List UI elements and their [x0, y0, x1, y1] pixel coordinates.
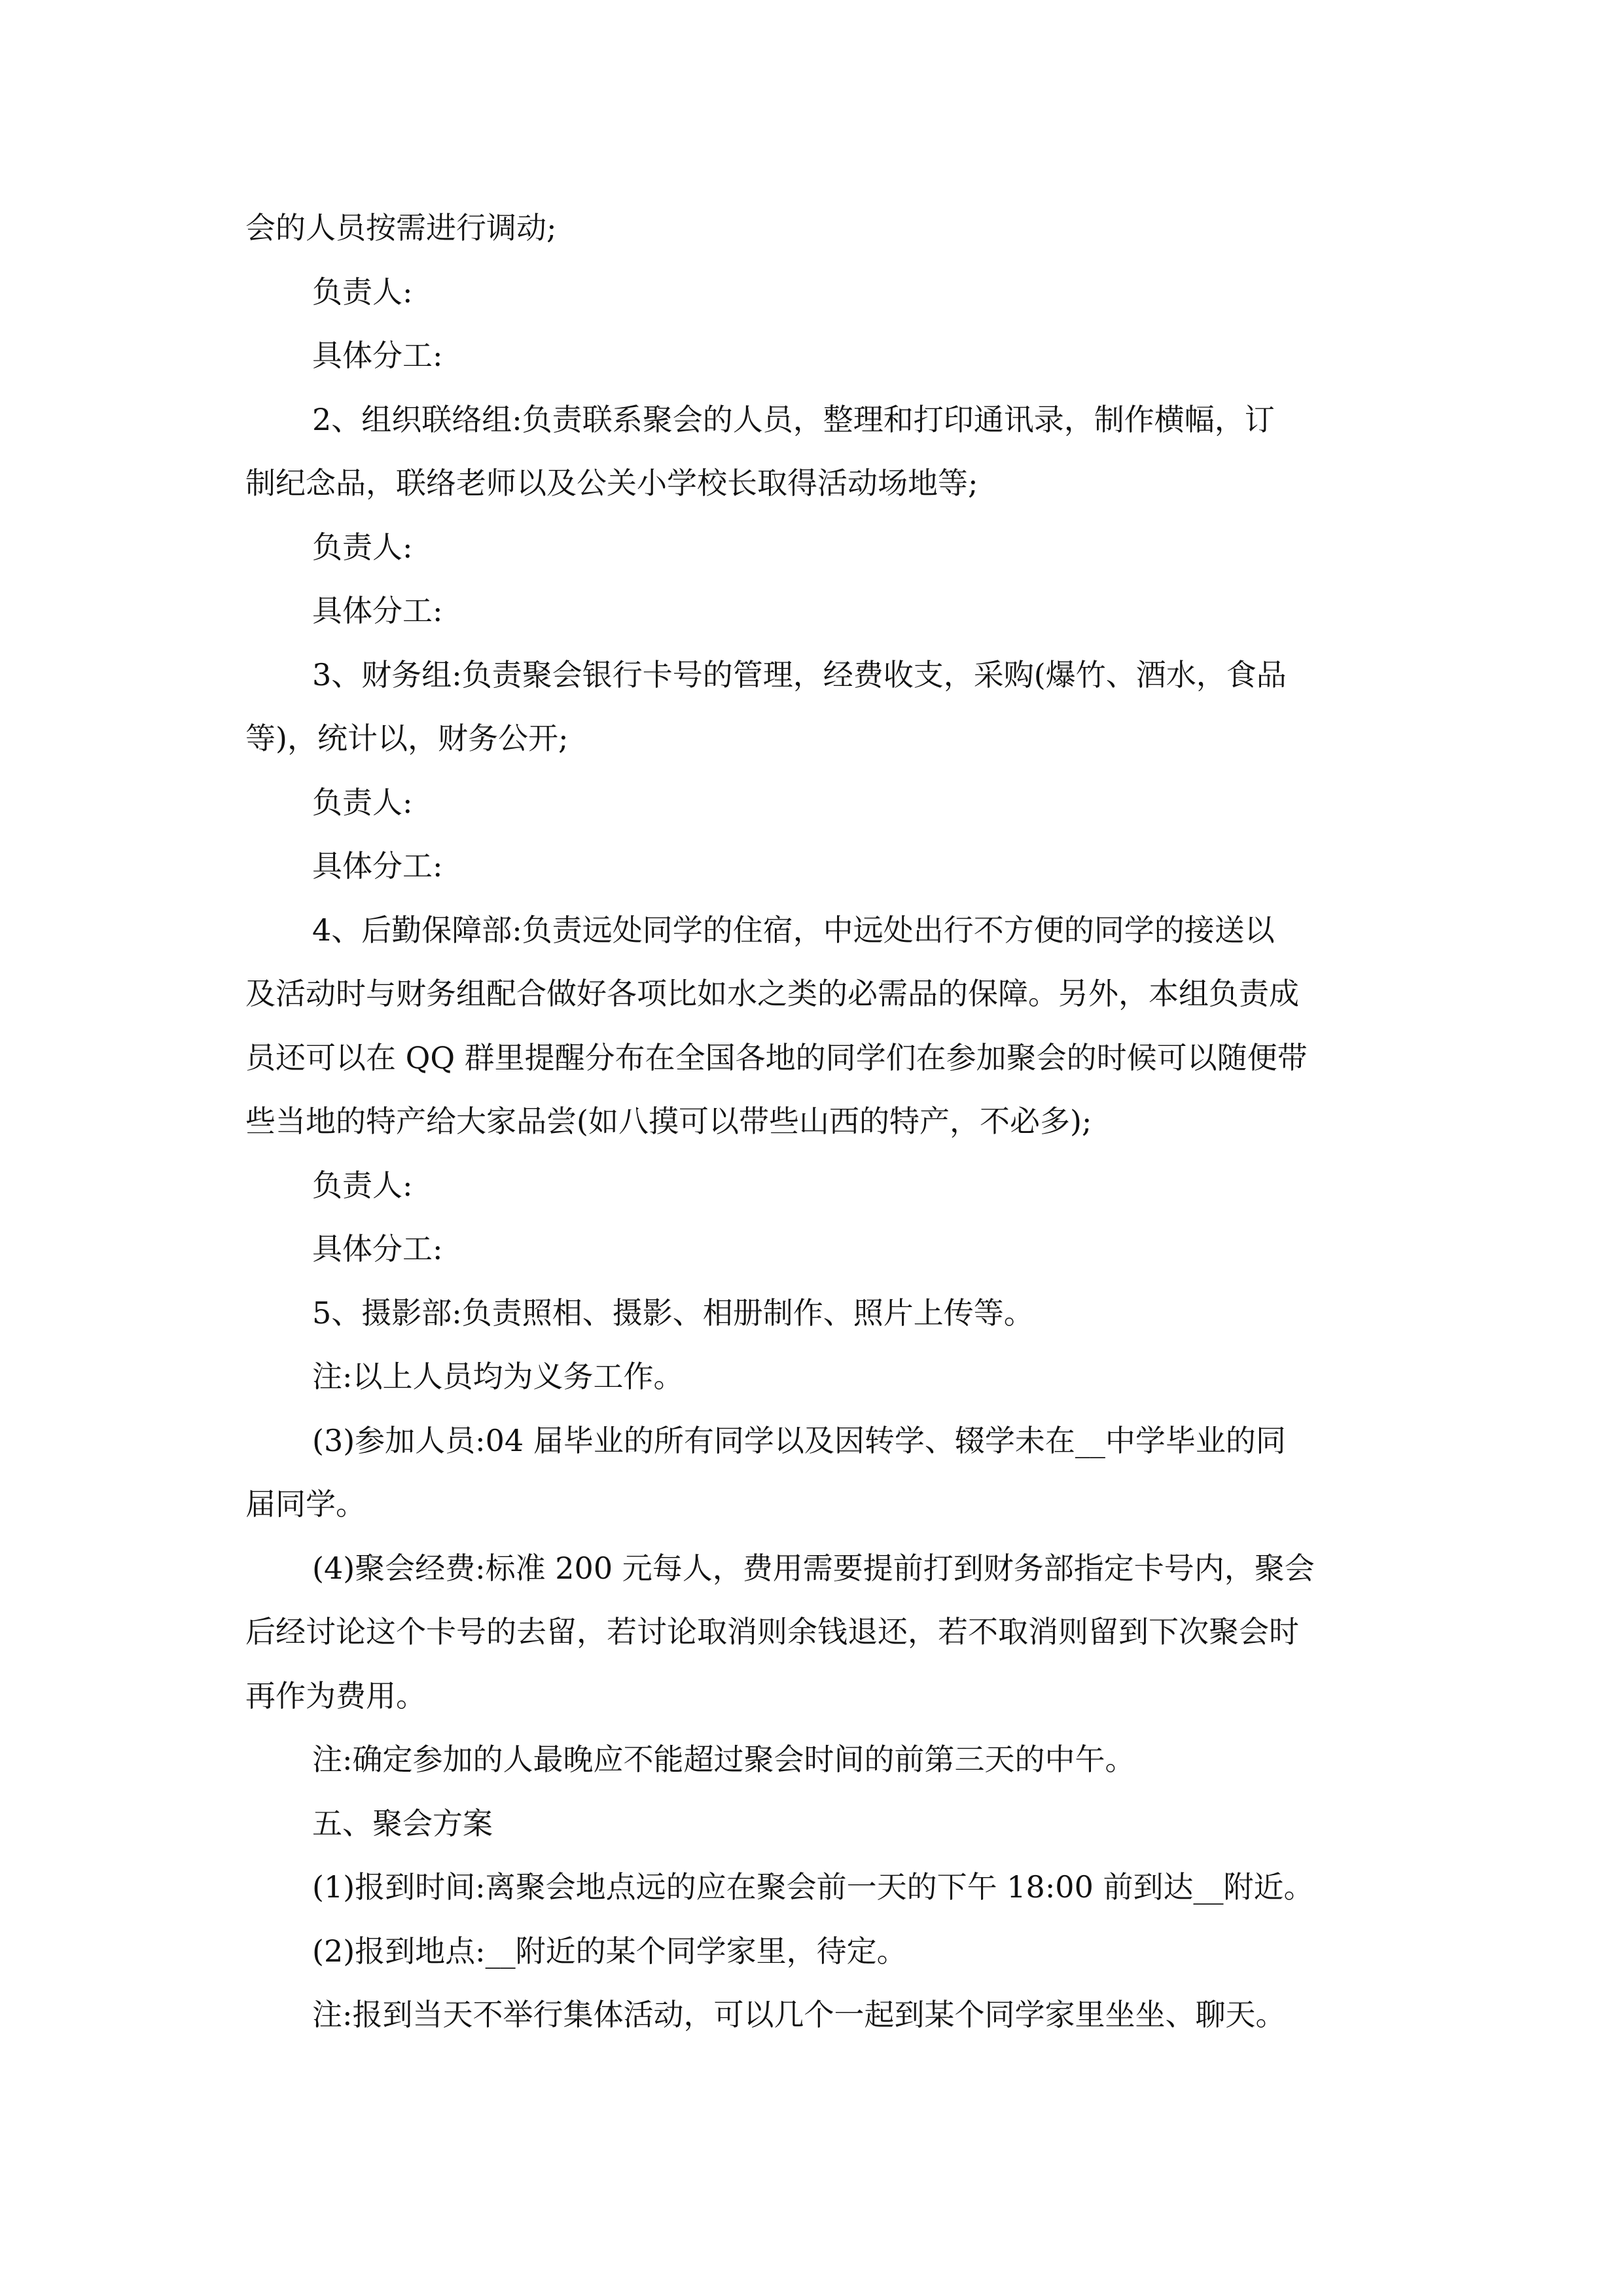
text-line: 负责人: [312, 274, 413, 310]
text-line: 及活动时与财务组配合做好各项比如水之类的必需品的保障。另外，本组负责成 [245, 976, 1299, 1011]
text-line: (4)聚会经费:标准 200 元每人，费用需要提前打到财务部指定卡号内，聚会 [312, 1550, 1315, 1586]
text-line: 具体分工: [312, 338, 443, 373]
text-line: 5、摄影部:负责照相、摄影、相册制作、照片上传等。 [312, 1295, 1034, 1331]
text-line: 再作为费用。 [245, 1677, 426, 1713]
text-line: 会的人员按需进行调动; [245, 210, 557, 245]
text-line: 后经讨论这个卡号的去留，若讨论取消则余钱退还，若不取消则留到下次聚会时 [245, 1614, 1299, 1649]
text-line: 具体分工: [312, 593, 443, 628]
text-line: 具体分工: [312, 848, 443, 884]
text-line: (2)报到地点:__附近的某个同学家里，待定。 [312, 1933, 907, 1969]
text-line: 些当地的特产给大家品尝(如八摸可以带些山西的特产，不必多); [245, 1103, 1092, 1139]
text-line: 注:报到当天不举行集体活动，可以几个一起到某个同学家里坐坐、聊天。 [312, 1997, 1286, 2032]
text-line: (1)报到时间:离聚会地点远的应在聚会前一天的下午 18:00 前到达__附近。 [312, 1869, 1314, 1905]
text-line: 4、后勤保障部:负责远处同学的住宿，中远处出行不方便的同学的接送以 [312, 912, 1275, 948]
text-line: 负责人: [312, 529, 413, 565]
document-body [245, 196, 1384, 2047]
text-line: 员还可以在 QQ 群里提醒分布在全国各地的同学们在参加聚会的时候可以随便带 [245, 1039, 1308, 1075]
text-line: 具体分工: [312, 1231, 443, 1266]
text-line: 届同学。 [245, 1486, 366, 1522]
text-line: 注:确定参加的人最晚应不能超过聚会时间的前第三天的中午。 [312, 1742, 1135, 1777]
text-line: 负责人: [312, 1167, 413, 1203]
text-line: 注:以上人员均为义务工作。 [312, 1359, 684, 1394]
text-line: 五、聚会方案 [312, 1805, 493, 1841]
text-line: 2、组织联络组:负责联系聚会的人员，整理和打印通讯录，制作横幅，订 [312, 401, 1275, 437]
text-line: 3、财务组:负责聚会银行卡号的管理，经费收支，采购(爆竹、酒水，食品 [312, 656, 1287, 692]
text-line: 负责人: [312, 784, 413, 820]
text-line: 等)，统计以，财务公开; [245, 721, 569, 756]
text-line: (3)参加人员:04 届毕业的所有同学以及因转学、辍学未在__中学毕业的同 [312, 1422, 1286, 1458]
text-line: 制纪念品，联络老师以及公关小学校长取得活动场地等; [245, 465, 978, 501]
